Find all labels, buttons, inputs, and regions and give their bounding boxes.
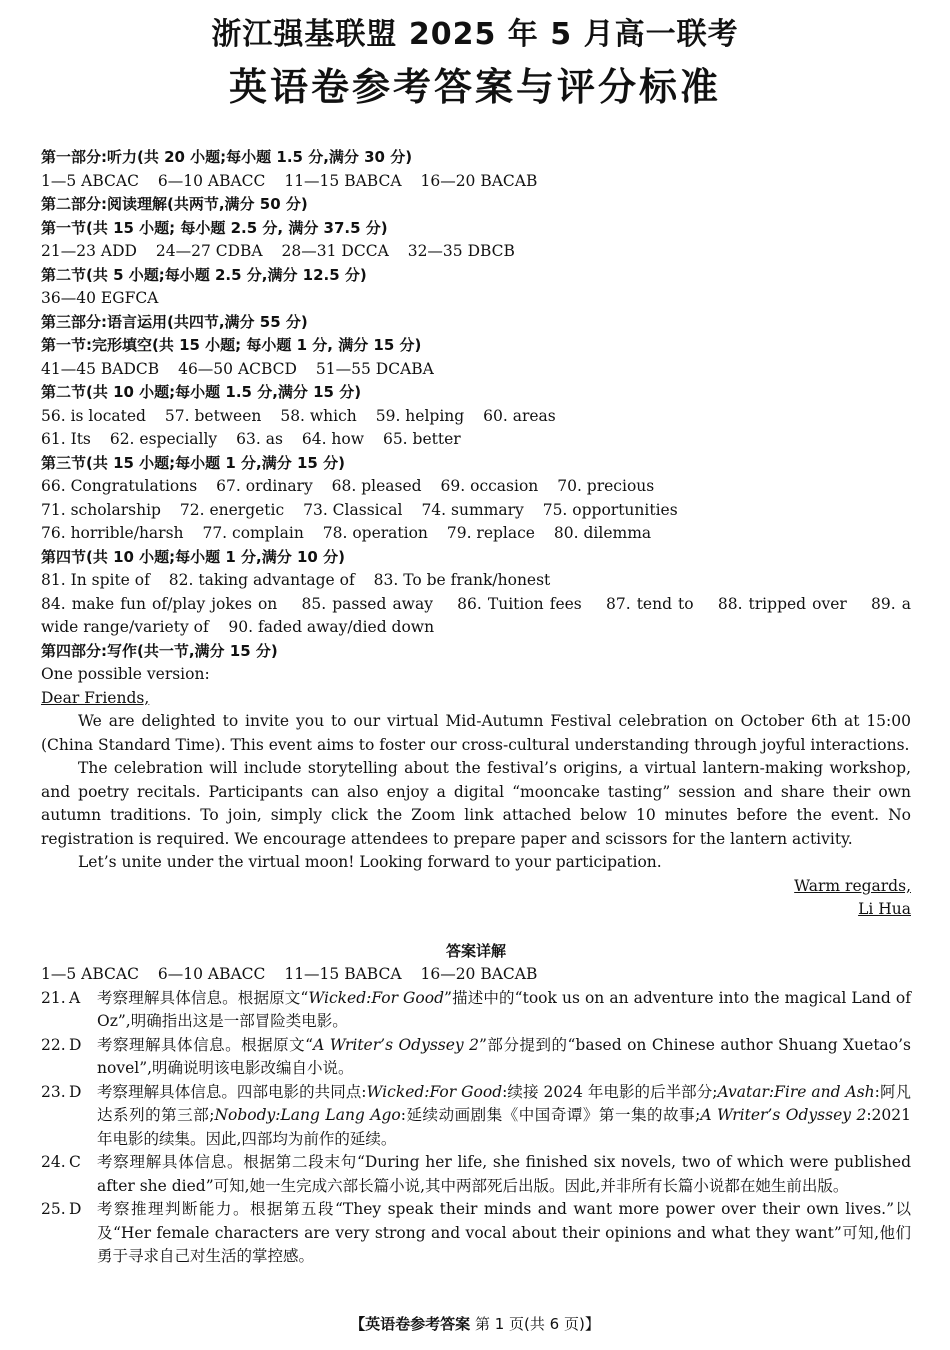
answer-item: 81. In spite of <box>41 571 150 589</box>
answer-item: 62. especially <box>109 430 218 448</box>
answer-item: 59. helping <box>375 406 465 425</box>
answer-item: 77. complain <box>202 524 304 542</box>
answer-item: 72. energetic <box>179 500 285 519</box>
part3-heading: 第三部分:语言运用(共四节,满分 55 分) <box>41 312 308 331</box>
answer-group: 1—5 ABCAC <box>41 965 139 983</box>
explanation-item <box>41 1034 911 1081</box>
part3-sec4-heading: 第四节(共 10 小题;每小题 1 分,满分 10 分) <box>41 547 345 566</box>
question-answer: A <box>69 988 81 1007</box>
explanation-item <box>41 1198 911 1269</box>
part3-sec2-row1 <box>41 405 911 429</box>
part3-sec3-heading: 第三节(共 15 小题;每小题 1 分,满分 15 分) <box>41 453 345 472</box>
answer-item: 82. taking advantage of <box>168 571 355 589</box>
answer-item: 56. is located <box>41 406 146 425</box>
part3-sec2-heading: 第二节(共 10 小题;每小题 1.5 分,满分 15 分) <box>41 383 362 401</box>
part2-heading: 第二部分:阅读理解(共两节,满分 50 分) <box>41 195 308 213</box>
part2-sec2-answers <box>41 287 911 311</box>
part3-sec1-heading: 第一节:完形填空(共 15 小题; 每小题 1 分, 满分 15 分) <box>41 336 422 354</box>
letter-signature <box>41 898 911 922</box>
document-subtitle: 英语卷参考答案与评分标准 <box>228 65 721 109</box>
answer-item: 58. which <box>280 406 357 425</box>
answer-group: 36—40 EGFCA <box>41 289 159 307</box>
question-answer: D <box>69 1200 82 1218</box>
answer-item: 79. replace <box>446 524 535 542</box>
answer-item: 61. Its <box>41 430 91 448</box>
part2-sec1-heading: 第一节(共 15 小题; 每小题 2.5 分, 满分 37.5 分) <box>41 218 388 237</box>
exam-title: 浙江强基联盟 2025 年 5 月高一联考 <box>211 17 739 52</box>
part4-heading: 第四部分:写作(共一节,满分 15 分) <box>41 641 278 660</box>
answer-group: 16—20 BACAB <box>420 171 538 190</box>
answer-item: 60. areas <box>483 406 556 425</box>
answer-item: 80. dilemma <box>553 524 652 542</box>
question-number: 21. <box>41 988 66 1007</box>
part3-sec3-row3 <box>41 522 911 546</box>
letter-paragraph: Let’s unite under the virtual moon! Looking forward to your participation. <box>78 853 662 871</box>
answer-item: 67. ordinary <box>216 477 313 495</box>
question-number: 25. <box>41 1200 66 1218</box>
part1-answers <box>41 170 911 194</box>
answer-item: 66. Congratulations <box>41 477 198 495</box>
question-number: 22. <box>41 1035 66 1054</box>
answer-group: 32—35 DBCB <box>407 242 515 260</box>
answer-group: 51—55 DCABA <box>315 359 434 378</box>
signature-text: Li Hua <box>858 900 911 918</box>
part3-sec4-row2: 84. make fun of/play jokes on 85. passed away 86. Tuition fees 87. tend to 88. tripped over 89. a wide range/variety of 90. faded away/died down <box>41 594 916 636</box>
answer-group: 11—15 BABCA <box>284 171 402 190</box>
answer-group: 46—50 ACBCD <box>178 359 297 378</box>
letter-paragraph: We are delighted to invite you to our virtual Mid-Autumn Festival celebration on October 6th at 15:00 (China Standard Time). This event aims to foster our cross-cultural understanding through joyful interactions. <box>41 712 911 754</box>
answer-item: 73. Classical <box>303 500 403 519</box>
letter-paragraph: The celebration will include storytelling about the festival’s origins, a virtual lantern-making workshop, and poetry recitals. Participants can also enjoy a digital “mooncake tasting” session and share their own autumn traditions. To join, simply click the Zoom link attached below 10 minutes before the event. No registration is required. We encourage attendees to prepare paper and scissors for the lantern activity. <box>41 759 911 848</box>
explanation-text: 考察理解具体信息。根据原文“Wicked:For Good”描述中的“took us on an adventure into the magical Land of Oz”,明确指出这是一部冒险类电影。 <box>97 988 911 1030</box>
answer-item: 68. pleased <box>331 477 422 495</box>
footer-page-number: 第 1 页(共 6 页)】 <box>474 1315 600 1333</box>
closing-text: Warm regards, <box>794 876 911 895</box>
answer-group: 16—20 BACAB <box>420 965 538 983</box>
answer-item: 76. horrible/harsh <box>41 524 184 542</box>
answer-group: 1—5 ABCAC <box>41 171 139 190</box>
answer-item: 69. occasion <box>440 477 539 495</box>
explanation-item <box>41 1081 911 1152</box>
explanation-text: 考察理解具体信息。根据原文“A Writer’s Odyssey 2”部分提到的“based on Chinese author Shuang Xuetao’s novel”,明确说明该电影改编自小说。 <box>97 1035 912 1077</box>
explanation-item <box>41 987 911 1034</box>
part2-sec2-heading: 第二节(共 5 小题;每小题 2.5 分,满分 12.5 分) <box>41 265 367 284</box>
writing-intro: One possible version: <box>41 665 210 683</box>
question-answer: D <box>69 1035 82 1054</box>
question-number: 23. <box>41 1082 66 1101</box>
answer-group: 11—15 BABCA <box>284 965 402 983</box>
part1-heading: 第一部分:听力(共 20 小题;每小题 1.5 分,满分 30 分) <box>41 148 413 166</box>
footer-label: 【英语卷参考答案 <box>350 1315 471 1333</box>
answer-item: 78. operation <box>322 524 428 542</box>
page-footer <box>0 1313 950 1334</box>
answer-item: 70. precious <box>557 477 655 495</box>
answer-group: 28—31 DCCA <box>281 242 389 260</box>
part3-sec3-row1 <box>41 475 911 499</box>
answer-item: 74. summary <box>421 500 524 519</box>
answer-item: 64. how <box>301 430 365 448</box>
question-answer: C <box>69 1153 81 1171</box>
answer-group: 6—10 ABACC <box>157 965 266 983</box>
answer-item: 75. opportunities <box>542 500 678 519</box>
details-title: 答案详解 <box>445 941 506 960</box>
answer-body <box>41 146 916 1269</box>
letter-closing <box>41 875 911 899</box>
answer-item: 57. between <box>164 406 262 425</box>
question-answer: D <box>69 1082 82 1101</box>
explanation-text: 考察理解具体信息。四部电影的共同点:Wicked:For Good:续接 2024 年电影的后半部分;Avatar:Fire and Ash:阿凡达系列的第三部;Nobody:Lang Lang Ago:延续动画剧集《中国奇谭》第一集的故事;A Writer’s Odyssey 2:2021 年电影的续集。因此,四部均为前作的延续。 <box>97 1082 911 1148</box>
answer-item: 83. To be frank/honest <box>373 571 551 589</box>
part3-sec2-row2 <box>41 428 911 452</box>
letter-salutation: Dear Friends, <box>41 688 150 707</box>
answer-group: 21—23 ADD <box>41 242 137 260</box>
answer-group: 6—10 ABACC <box>157 171 266 190</box>
explanation-text: 考察推理判断能力。根据第五段“They speak their minds and want more power over their own lives.”以及“Her female characters are very strong and vocal about their opinions and what they want”可知,他们勇于寻求自己对生活的掌控感。 <box>97 1200 911 1265</box>
part3-sec1-answers <box>41 358 911 382</box>
details-listening-answers <box>41 963 911 987</box>
explanation-item <box>41 1151 911 1198</box>
answer-item: 71. scholarship <box>41 500 161 519</box>
answer-group: 41—45 BADCB <box>41 359 160 378</box>
question-number: 24. <box>41 1153 66 1171</box>
answer-item: 63. as <box>236 430 283 448</box>
explanation-text: 考察理解具体信息。根据第二段末句“During her life, she finished six novels, two of which were published after she died”可知,她一生完成六部长篇小说,其中两部死后出版。因此,并非所有长篇小说都在她生前出版。 <box>97 1153 911 1195</box>
part2-sec1-answers <box>41 240 911 264</box>
part3-sec3-row2 <box>41 499 911 523</box>
part3-sec4-row1 <box>41 569 911 593</box>
answer-item: 65. better <box>382 430 461 448</box>
answer-group: 24—27 CDBA <box>155 242 263 260</box>
